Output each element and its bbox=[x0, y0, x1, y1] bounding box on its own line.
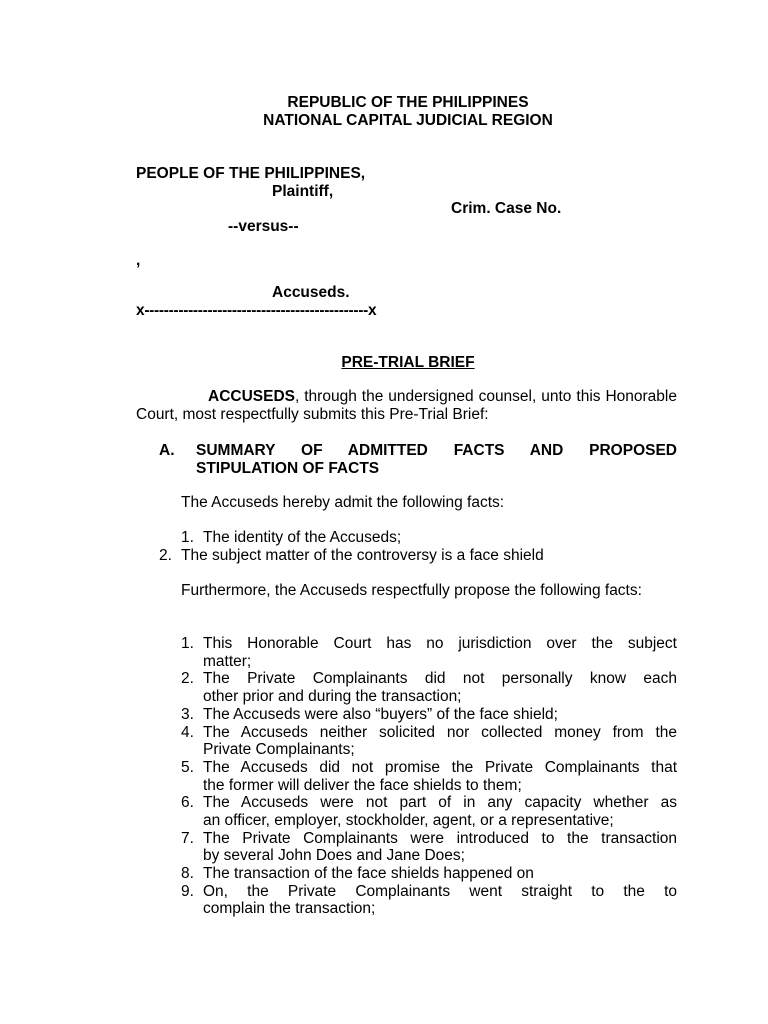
proposed-item-text: The transaction of the face shields happened on bbox=[203, 865, 534, 883]
document-title: PRE-TRIAL BRIEF bbox=[341, 354, 475, 371]
proposed-item-number: 4. bbox=[181, 723, 194, 741]
caption-versus: --versus-- bbox=[228, 218, 299, 235]
section-a-letter: A. bbox=[159, 442, 175, 459]
section-a-heading-line2: STIPULATION OF FACTS bbox=[196, 460, 380, 477]
caption-accuseds: Accuseds. bbox=[272, 284, 350, 301]
caption-separator: x----------------------------------------------x bbox=[136, 302, 377, 319]
proposed-item-text-continued: complain the transaction; bbox=[203, 900, 376, 918]
proposed-item-number: 9. bbox=[181, 882, 194, 900]
intro-paragraph bbox=[136, 388, 677, 424]
caption-plaintiff: Plaintiff, bbox=[272, 183, 334, 200]
propose-intro: Furthermore, the Accuseds respectfully propose the following facts: bbox=[181, 582, 642, 599]
proposed-item-number: 1. bbox=[181, 635, 194, 652]
header-region: NATIONAL CAPITAL JUDICIAL REGION bbox=[263, 112, 553, 129]
admitted-item-number: 1. bbox=[181, 529, 194, 546]
proposed-item-text: The Private Complainants were introduced to the transaction bbox=[203, 829, 677, 847]
proposed-item-text-continued: the former will deliver the face shields to them; bbox=[203, 776, 522, 794]
proposed-item-number: 6. bbox=[181, 794, 194, 812]
caption-case-no: Crim. Case No. bbox=[451, 200, 562, 217]
admitted-item bbox=[159, 547, 544, 565]
proposed-item-text: This Honorable Court has no jurisdiction over the subject bbox=[203, 635, 677, 652]
intro-rest: , through the undersigned counsel, unto this Honorable Court, most respectfully submits this Pre-Trial Brief: bbox=[136, 388, 677, 423]
proposed-item-number: 3. bbox=[181, 705, 194, 723]
proposed-item-text-continued: by several John Does and Jane Does; bbox=[203, 847, 465, 865]
admit-intro: The Accuseds hereby admit the following facts: bbox=[181, 494, 505, 511]
proposed-item-text: On, the Private Complainants went straight to the to bbox=[203, 882, 677, 900]
admitted-item bbox=[181, 529, 402, 547]
proposed-item-text-continued: other prior and during the transaction; bbox=[203, 688, 462, 706]
caption-comma: , bbox=[136, 252, 141, 269]
caption-party: PEOPLE OF THE PHILIPPINES, bbox=[136, 165, 366, 182]
admitted-item-text: The identity of the Accuseds; bbox=[203, 529, 402, 546]
section-a-heading-line1: SUMMARY OF ADMITTED FACTS AND PROPOSED bbox=[196, 442, 677, 459]
proposed-item-number: 7. bbox=[181, 829, 194, 847]
proposed-item-number: 8. bbox=[181, 865, 194, 883]
proposed-item-text: The Accuseds were not part of in any capacity whether as bbox=[203, 794, 677, 812]
proposed-item-text: The Private Complainants did not personally know each bbox=[203, 670, 677, 688]
proposed-item-text: The Accuseds neither solicited nor collected money from the bbox=[203, 723, 677, 741]
intro-lead: ACCUSEDS bbox=[208, 388, 295, 405]
proposed-item-text-continued: matter; bbox=[203, 652, 252, 670]
proposed-item-text-continued: an officer, employer, stockholder, agent, or a representative; bbox=[203, 811, 614, 829]
header-republic: REPUBLIC OF THE PHILIPPINES bbox=[287, 94, 529, 111]
proposed-item-text: The Accuseds did not promise the Private Complainants that bbox=[203, 758, 677, 776]
proposed-item-number: 5. bbox=[181, 758, 194, 776]
admitted-item-number: 2. bbox=[159, 547, 172, 564]
proposed-item-number: 2. bbox=[181, 670, 194, 688]
admitted-item-text: The subject matter of the controversy is a face shield bbox=[181, 547, 544, 564]
proposed-item-text-continued: Private Complainants; bbox=[203, 741, 355, 759]
proposed-item-text: The Accuseds were also “buyers” of the face shield; bbox=[203, 705, 558, 723]
